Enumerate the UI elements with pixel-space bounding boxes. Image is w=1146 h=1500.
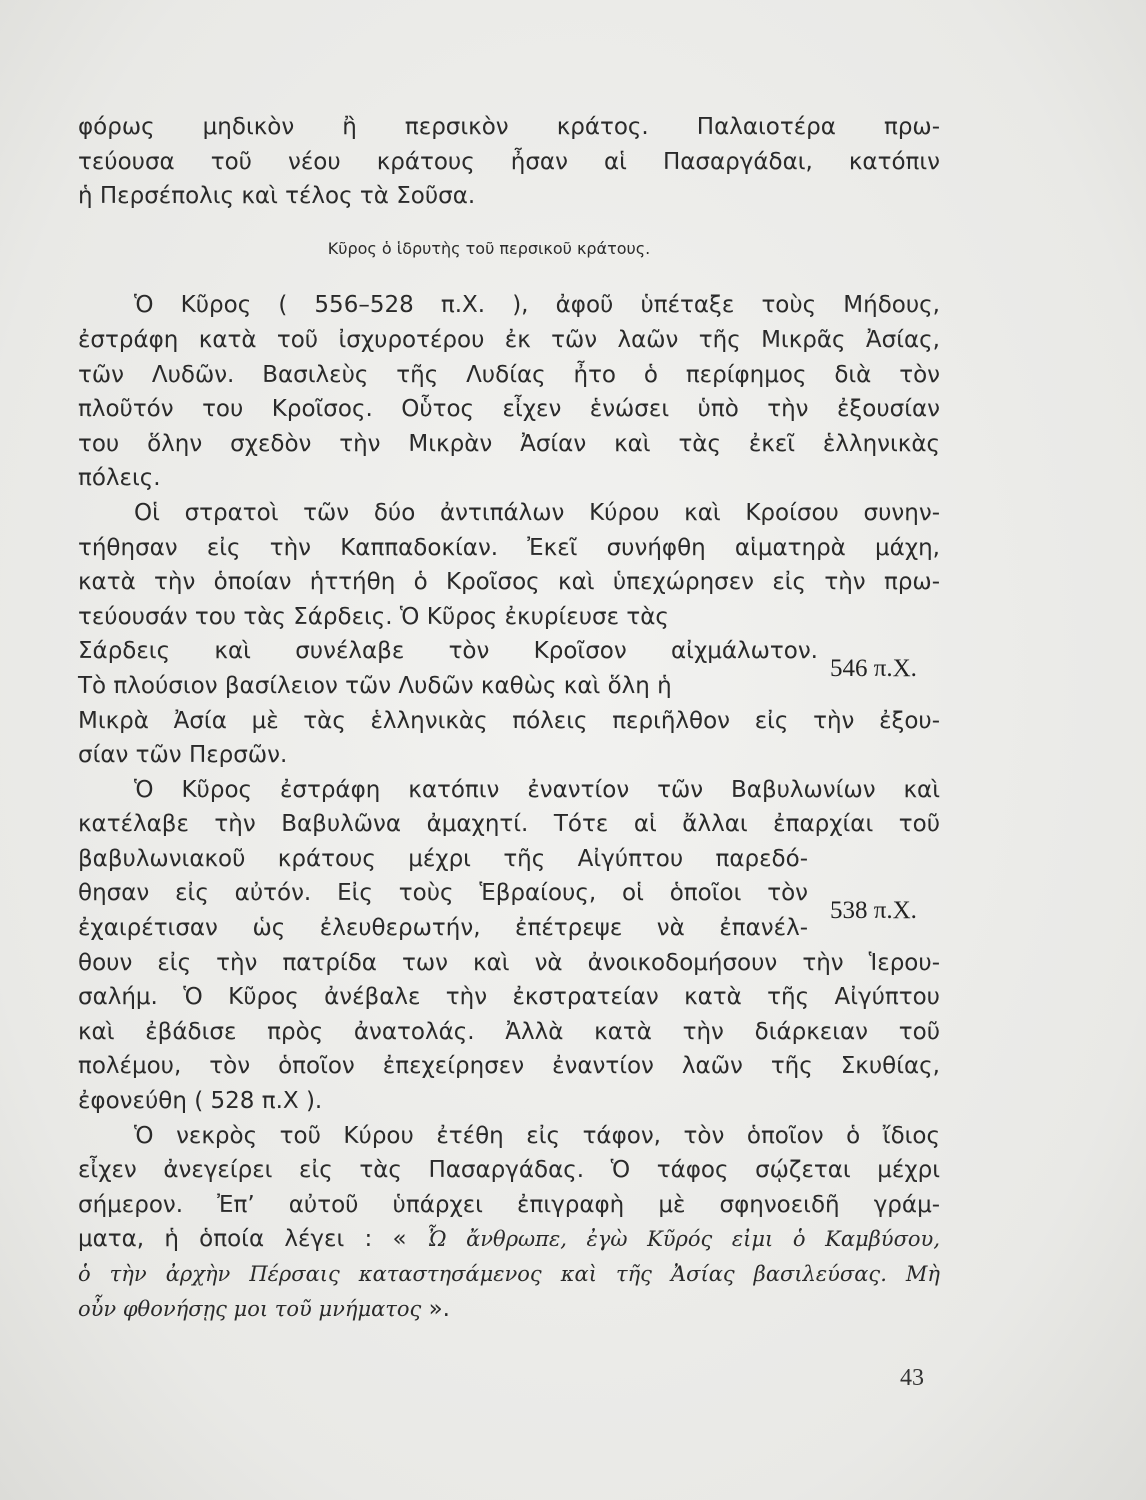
inscription-quote-line: οὖν φθονήσῃς μοι τοῦ μνήματος	[78, 1296, 422, 1321]
text-line: Τὸ πλούσιον βασίλειον τῶν Λυδῶν καθὼς καὶ ὅλη ἡ	[78, 672, 672, 699]
quote-intro: ματα, ἡ ὁποία λέγει : «	[78, 1226, 407, 1253]
text-line: ἐστράφη κατὰ τοῦ ἰσχυροτέρου ἐκ τῶν λαῶν τῆς Μικρᾶς Ἀσίας,	[78, 326, 940, 353]
inscription-quote-line: Ὦ ἄνθρωπε, ἐγὼ Κῦρός εἰμι ὁ Καμβύσου,	[426, 1227, 940, 1252]
text-line: ἐχαιρέτισαν ὡς ἐλευθερωτήν, ἐπέτρεψε νὰ ἐπανέλ-	[78, 915, 808, 942]
text-line: Ὁ Κῦρος ( 556–528 π.Χ. ), ἀφοῦ ὑπέταξε τοὺς Μήδους,	[134, 292, 940, 319]
text-line: σίαν τῶν Περσῶν.	[78, 742, 288, 769]
text-line: ἐφονεύθη ( 528 π.Χ ).	[78, 1088, 323, 1115]
text-line: σήμερον. Ἐπ’ αὐτοῦ ὑπάρχει ἐπιγραφὴ μὲ σφηνοειδῆ γράμ-	[78, 1191, 940, 1218]
text-line: κατέλαβε τὴν Βαβυλῶνα ἀμαχητί. Τότε αἱ ἄλλαι ἐπαρχίαι τοῦ	[78, 811, 940, 838]
margin-date: 538 π.Χ.	[830, 897, 917, 924]
quote-end: ».	[421, 1295, 450, 1322]
section-heading: Κῦρος ὁ ἱδρυτὴς τοῦ περσικοῦ κράτους.	[327, 238, 651, 258]
text-line: Μικρὰ Ἀσία μὲ τὰς ἑλληνικὰς πόλεις περιῆλθον εἰς τὴν ἐξου-	[78, 707, 940, 734]
text-line: πολέμου, τὸν ὁποῖον ἐπεχείρησεν ἐναντίον λαῶν τῆς Σκυθίας,	[78, 1053, 940, 1080]
text-line: καὶ ἐβάδισε πρὸς ἀνατολάς. Ἀλλὰ κατὰ τὴν διάρκειαν τοῦ	[78, 1018, 940, 1045]
text-line: πόλεις.	[78, 465, 161, 492]
text-line: Οἱ στρατοὶ τῶν δύο ἀντιπάλων Κύρου καὶ Κροίσου συνην-	[134, 499, 940, 526]
text-line: τῶν Λυδῶν. Βασιλεὺς τῆς Λυδίας ἦτο ὁ περίφημος διὰ τὸν	[78, 361, 940, 388]
text-line: Σάρδεις καὶ συνέλαβε τὸν Κροῖσον αἰχμάλωτον.	[78, 638, 818, 665]
text-line: θουν εἰς τὴν πατρίδα των καὶ νὰ ἀνοικοδομήσουν τὴν Ἱερου-	[78, 949, 940, 976]
inscription-quote-line: ὁ τὴν ἀρχὴν Πέρσαις καταστησάμενος καὶ τῆς Ἀσίας βασιλεύσας. Μὴ	[78, 1262, 940, 1286]
text-line: τεύουσα τοῦ νέου κράτους ἦσαν αἱ Πασαργάδαι, κατόπιν	[78, 148, 940, 175]
text-line: ἡ Περσέπολις καὶ τέλος τὰ Σοῦσα.	[78, 183, 476, 210]
page-number: 43	[900, 1365, 924, 1391]
text-line: του ὅλην σχεδὸν τὴν Μικρὰν Ἀσίαν καὶ τὰς ἐκεῖ ἑλληνικὰς	[78, 430, 940, 457]
text-line	[78, 1292, 940, 1327]
text-line: φόρως μηδικὸν ἢ περσικὸν κράτος. Παλαιοτέρα πρω-	[78, 114, 940, 140]
text-line: σαλήμ. Ὁ Κῦρος ἀνέβαλε τὴν ἐκστρατείαν κατὰ τῆς Αἰγύπτου	[78, 984, 940, 1011]
text-line: Ὁ Κῦρος ἐστράφη κατόπιν ἐναντίον τῶν Βαβυλωνίων καὶ	[134, 776, 940, 803]
text-line: τεύουσάν του τὰς Σάρδεις. Ὁ Κῦρος ἐκυρίευσε τὰς	[78, 603, 669, 630]
text-line: βαβυλωνιακοῦ κράτους μέχρι τῆς Αἰγύπτου παρεδό-	[78, 845, 808, 872]
text-column	[78, 110, 940, 1326]
text-line	[78, 1222, 940, 1257]
text-line: εἶχεν ἀνεγείρει εἰς τὰς Πασαργάδας. Ὁ τάφος σῴζεται μέχρι	[78, 1157, 940, 1184]
margin-date: 546 π.Χ.	[830, 655, 917, 682]
text-line: θησαν εἰς αὐτόν. Εἰς τοὺς Ἑβραίους, οἱ ὁποῖοι τὸν	[78, 880, 808, 907]
text-line: κατὰ τὴν ὁποίαν ἡττήθη ὁ Κροῖσος καὶ ὑπεχώρησεν εἰς τὴν πρω-	[78, 569, 940, 596]
text-line: τήθησαν εἰς τὴν Καππαδοκίαν. Ἐκεῖ συνήφθη αἱματηρὰ μάχη,	[78, 534, 940, 561]
text-line: Ὁ νεκρὸς τοῦ Κύρου ἐτέθη εἰς τάφον, τὸν ὁποῖον ὁ ἴδιος	[134, 1122, 940, 1149]
text-line: πλοῦτόν του Κροῖσος. Οὗτος εἶχεν ἑνώσει ὑπὸ τὴν ἐξουσίαν	[78, 396, 940, 423]
